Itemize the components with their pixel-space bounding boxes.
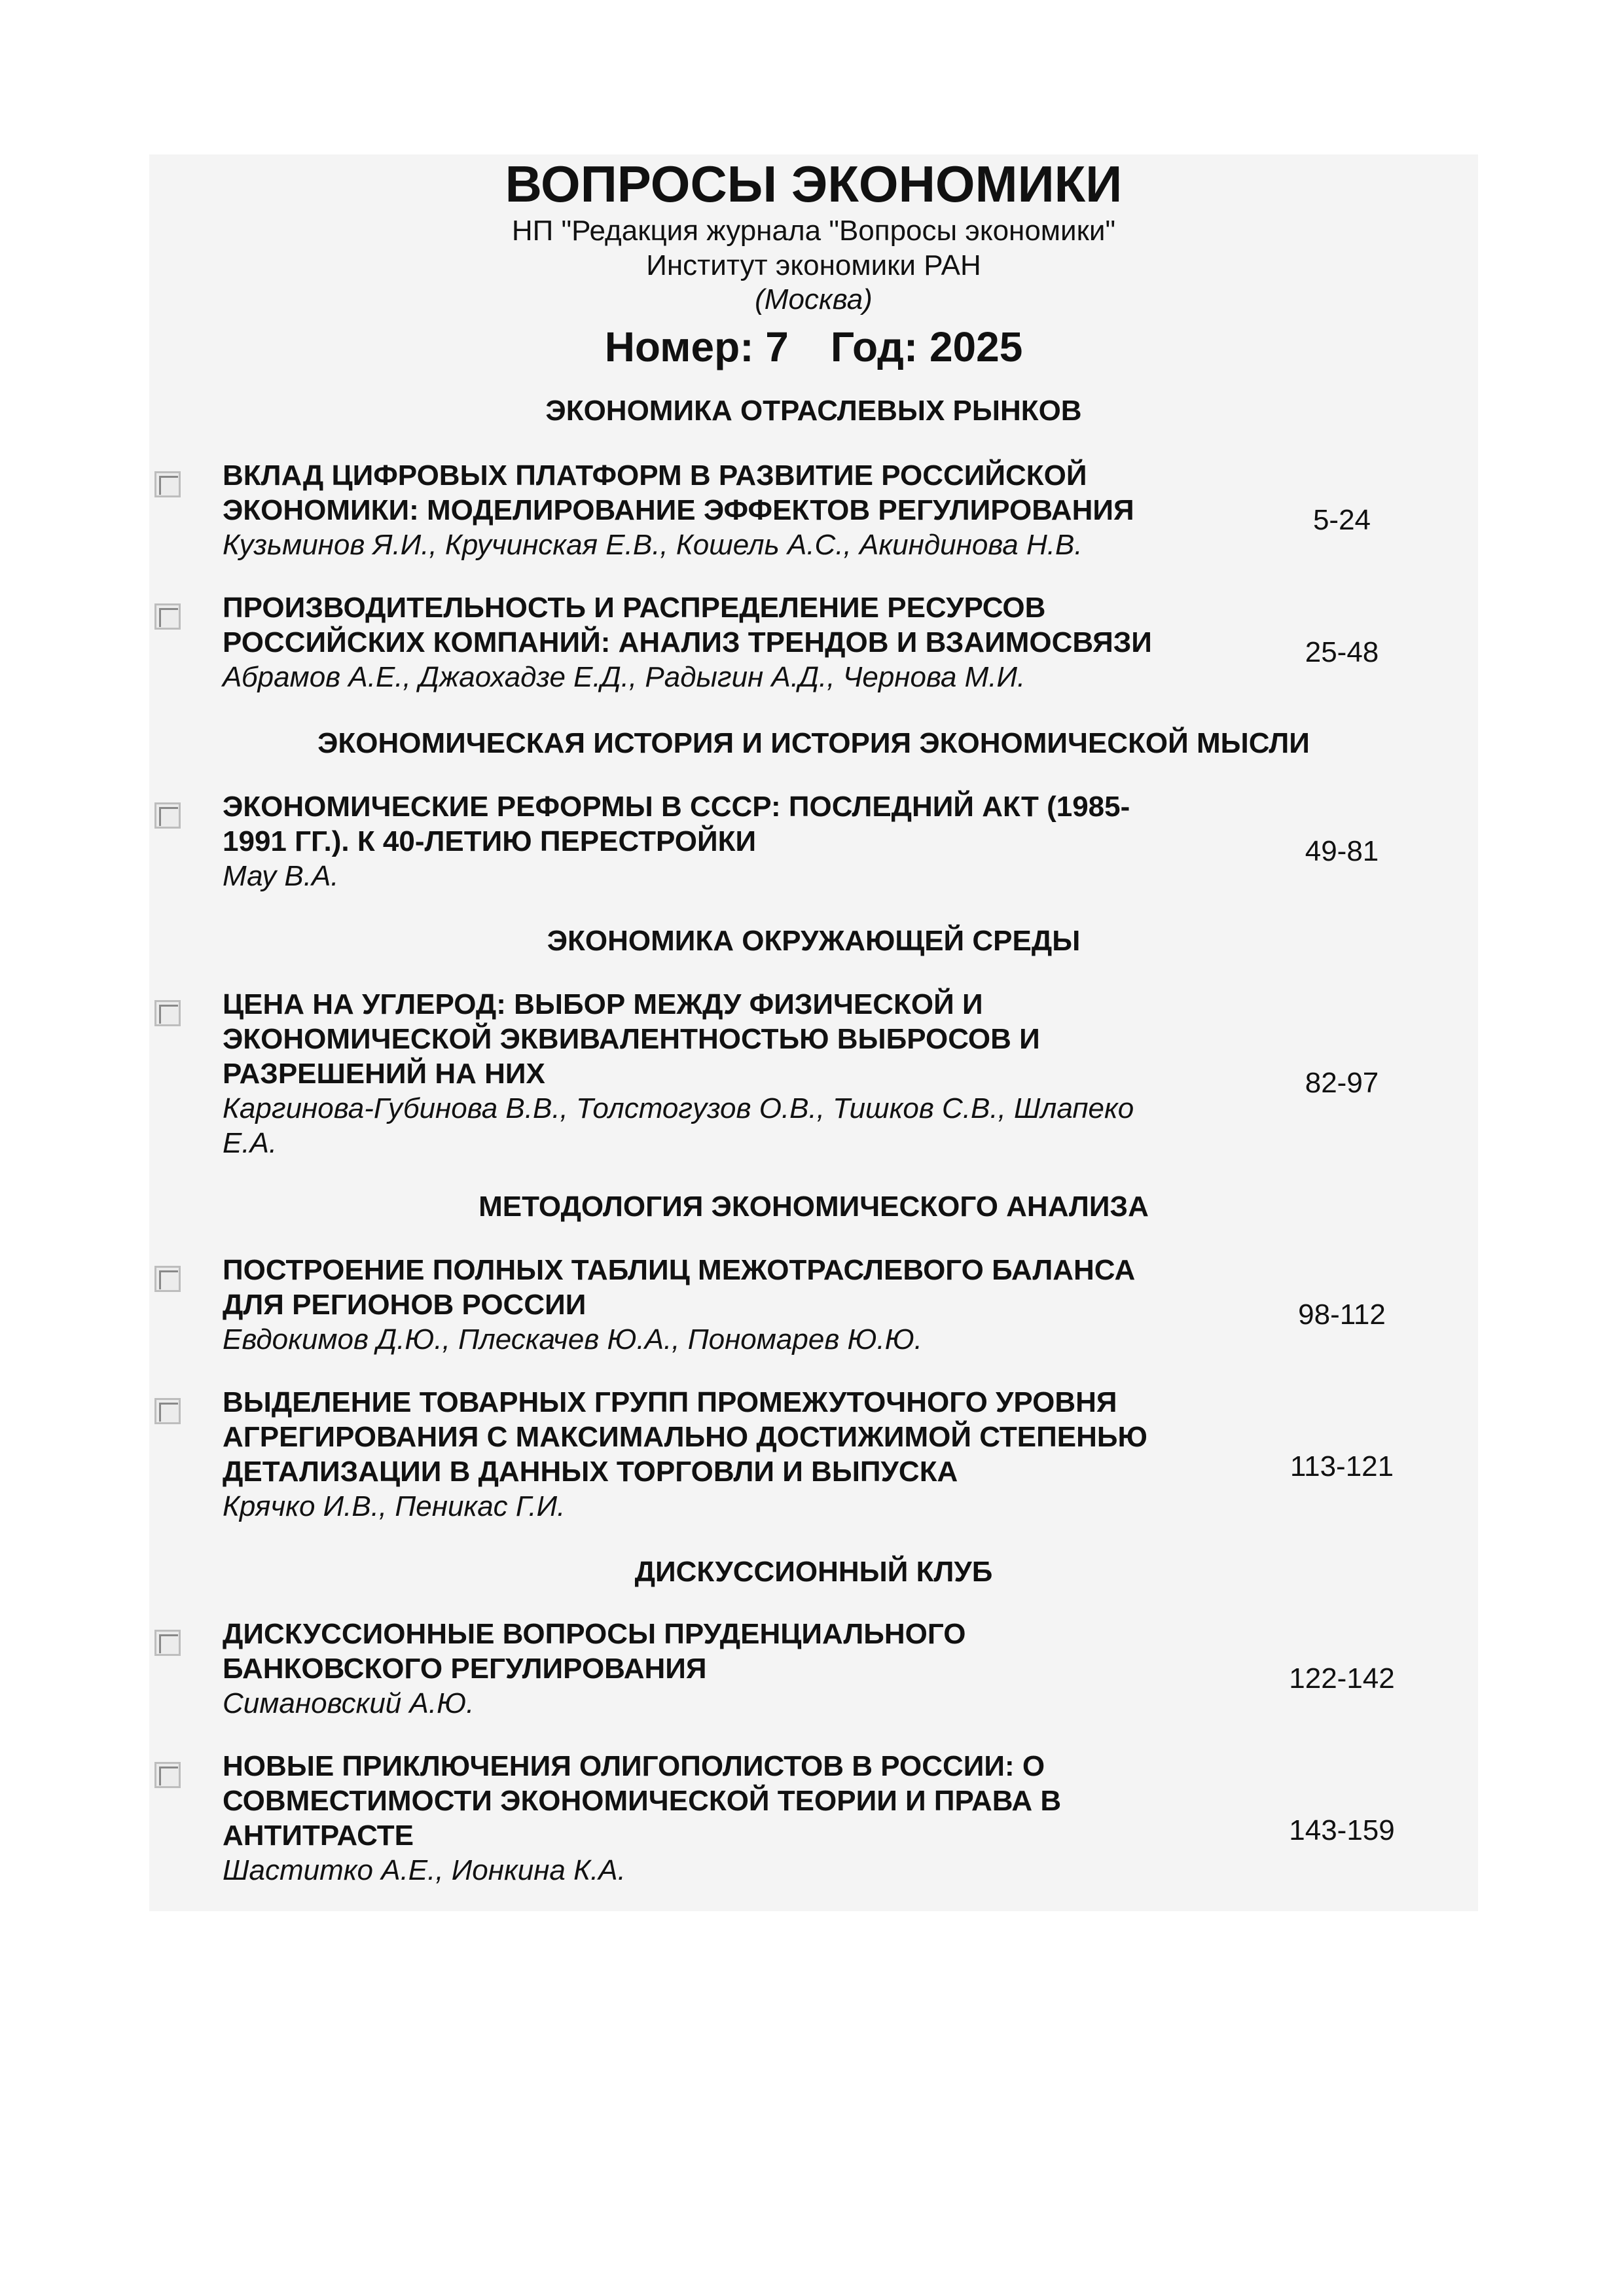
article-title[interactable] — [223, 1617, 1218, 1686]
article-title-line: АГРЕГИРОВАНИЯ С МАКСИМАЛЬНО ДОСТИЖИМОЙ СТЕПЕНЬЮ — [223, 1421, 1147, 1453]
article-title[interactable] — [223, 987, 1218, 1091]
article-title[interactable] — [223, 1253, 1218, 1322]
article-authors — [223, 660, 1218, 694]
article-pages: 25-48 — [1305, 636, 1379, 668]
article-title[interactable] — [223, 1385, 1218, 1489]
article-title[interactable] — [223, 789, 1218, 859]
authors-line: Крячко И.В., Пеникас Г.И. — [223, 1490, 566, 1522]
article-title-line: ВКЛАД ЦИФРОВЫХ ПЛАТФОРМ В РАЗВИТИЕ РОССИЙСКОЙ — [223, 459, 1087, 492]
authors-line: Каргинова-Губинова В.В., Толстогузов О.В., Тишков С.В., Шлапеко — [223, 1092, 1134, 1124]
select-checkbox[interactable] — [154, 802, 181, 829]
article-title-line: ЦЕНА НА УГЛЕРОД: ВЫБОР МЕЖДУ ФИЗИЧЕСКОЙ И — [223, 988, 983, 1020]
section-heading: ЭКОНОМИКА ОТРАСЛЕВЫХ РЫНКОВ — [545, 395, 1082, 427]
article-title-line: АНТИТРАСТЕ — [223, 1820, 414, 1852]
authors-line: Шаститко А.Е., Ионкина К.А. — [223, 1854, 626, 1886]
select-checkbox[interactable] — [154, 471, 181, 497]
article-pages: 143-159 — [1289, 1814, 1395, 1846]
article-pages: 49-81 — [1305, 835, 1379, 867]
article-pages: 5-24 — [1312, 504, 1371, 536]
article-pages: 82-97 — [1305, 1067, 1379, 1099]
article-title-line: 1991 ГГ.). К 40-ЛЕТИЮ ПЕРЕСТРОЙКИ — [223, 825, 757, 857]
article-title-line: ВЫДЕЛЕНИЕ ТОВАРНЫХ ГРУПП ПРОМЕЖУТОЧНОГО УРОВНЯ — [223, 1386, 1117, 1418]
select-checkbox[interactable] — [154, 1266, 181, 1292]
article-pages: 122-142 — [1289, 1662, 1395, 1695]
article-title[interactable] — [223, 590, 1218, 660]
authors-line: Е.А. — [223, 1127, 278, 1159]
article-authors — [223, 1322, 1218, 1357]
issue-number: Номер: 7 — [604, 323, 789, 370]
authors-line: Кузьминов Я.И., Кручинская Е.В., Кошель А.С., Акиндинова Н.В. — [223, 529, 1083, 561]
section-heading: ЭКОНОМИКА ОКРУЖАЮЩЕЙ СРЕДЫ — [547, 925, 1081, 957]
article-title[interactable] — [223, 458, 1218, 528]
section-heading: МЕТОДОЛОГИЯ ЭКОНОМИЧЕСКОГО АНАЛИЗА — [478, 1191, 1149, 1223]
select-checkbox[interactable] — [154, 1398, 181, 1424]
article-authors — [223, 859, 1218, 893]
article-pages: 113-121 — [1290, 1450, 1394, 1482]
article-authors — [223, 528, 1218, 562]
article-authors — [223, 1853, 1218, 1888]
article-pages: 98-112 — [1298, 1299, 1386, 1331]
article-authors — [223, 1686, 1218, 1721]
select-checkbox[interactable] — [154, 1762, 181, 1788]
article-title-line: РОССИЙСКИХ КОМПАНИЙ: АНАЛИЗ ТРЕНДОВ И ВЗАИМОСВЯЗИ — [223, 626, 1152, 658]
article-title-line: НОВЫЕ ПРИКЛЮЧЕНИЯ ОЛИГОПОЛИСТОВ В РОССИИ: О — [223, 1750, 1045, 1782]
authors-line: Евдокимов Д.Ю., Плескачев Ю.А., Пономарев Ю.Ю. — [223, 1323, 922, 1355]
article-title-line: ЭКОНОМИЧЕСКОЙ ЭКВИВАЛЕНТНОСТЬЮ ВЫБРОСОВ И — [223, 1023, 1040, 1055]
article-title-line: ПРОИЗВОДИТЕЛЬНОСТЬ И РАСПРЕДЕЛЕНИЕ РЕСУРСОВ — [223, 592, 1046, 624]
article-title-line: ПОСТРОЕНИЕ ПОЛНЫХ ТАБЛИЦ МЕЖОТРАСЛЕВОГО БАЛАНСА — [223, 1254, 1136, 1286]
article-title-line: ЭКОНОМИЧЕСКИЕ РЕФОРМЫ В СССР: ПОСЛЕДНИЙ АКТ (1985- — [223, 791, 1130, 823]
article-title[interactable] — [223, 1749, 1218, 1853]
institute-name: Институт экономики РАН — [646, 249, 981, 281]
city-name: (Москва) — [755, 283, 873, 315]
article-title-line: БАНКОВСКОГО РЕГУЛИРОВАНИЯ — [223, 1653, 707, 1685]
journal-title: ВОПРОСЫ ЭКОНОМИКИ — [505, 155, 1123, 213]
issue-info — [149, 321, 1478, 373]
article-title-line: СОВМЕСТИМОСТИ ЭКОНОМИЧЕСКОЙ ТЕОРИИ И ПРАВА В — [223, 1785, 1062, 1817]
authors-line: Симановский А.Ю. — [223, 1687, 475, 1719]
section-heading: ДИСКУССИОННЫЙ КЛУБ — [634, 1556, 993, 1588]
section-heading: ЭКОНОМИЧЕСКАЯ ИСТОРИЯ И ИСТОРИЯ ЭКОНОМИЧЕСКОЙ МЫСЛИ — [317, 727, 1310, 759]
publisher-name: НП "Редакция журнала "Вопросы экономики" — [511, 215, 1116, 247]
article-title-line: ДЛЯ РЕГИОНОВ РОССИИ — [223, 1289, 586, 1321]
select-checkbox[interactable] — [154, 603, 181, 630]
select-checkbox[interactable] — [154, 1000, 181, 1026]
article-authors — [223, 1091, 1218, 1160]
article-title-line: ЭКОНОМИКИ: МОДЕЛИРОВАНИЕ ЭФФЕКТОВ РЕГУЛИРОВАНИЯ — [223, 494, 1134, 526]
article-title-line: РАЗРЕШЕНИЙ НА НИХ — [223, 1058, 545, 1090]
article-title-line: ДИСКУССИОННЫЕ ВОПРОСЫ ПРУДЕНЦИАЛЬНОГО — [223, 1618, 966, 1650]
authors-line: Абрамов А.Е., Джаохадзе Е.Д., Радыгин А.Д., Чернова М.И. — [223, 661, 1026, 693]
select-checkbox[interactable] — [154, 1630, 181, 1656]
issue-year: Год: 2025 — [830, 323, 1023, 370]
article-authors — [223, 1489, 1218, 1524]
authors-line: Мау В.А. — [223, 860, 339, 892]
article-title-line: ДЕТАЛИЗАЦИИ В ДАННЫХ ТОРГОВЛИ И ВЫПУСКА — [223, 1456, 958, 1488]
